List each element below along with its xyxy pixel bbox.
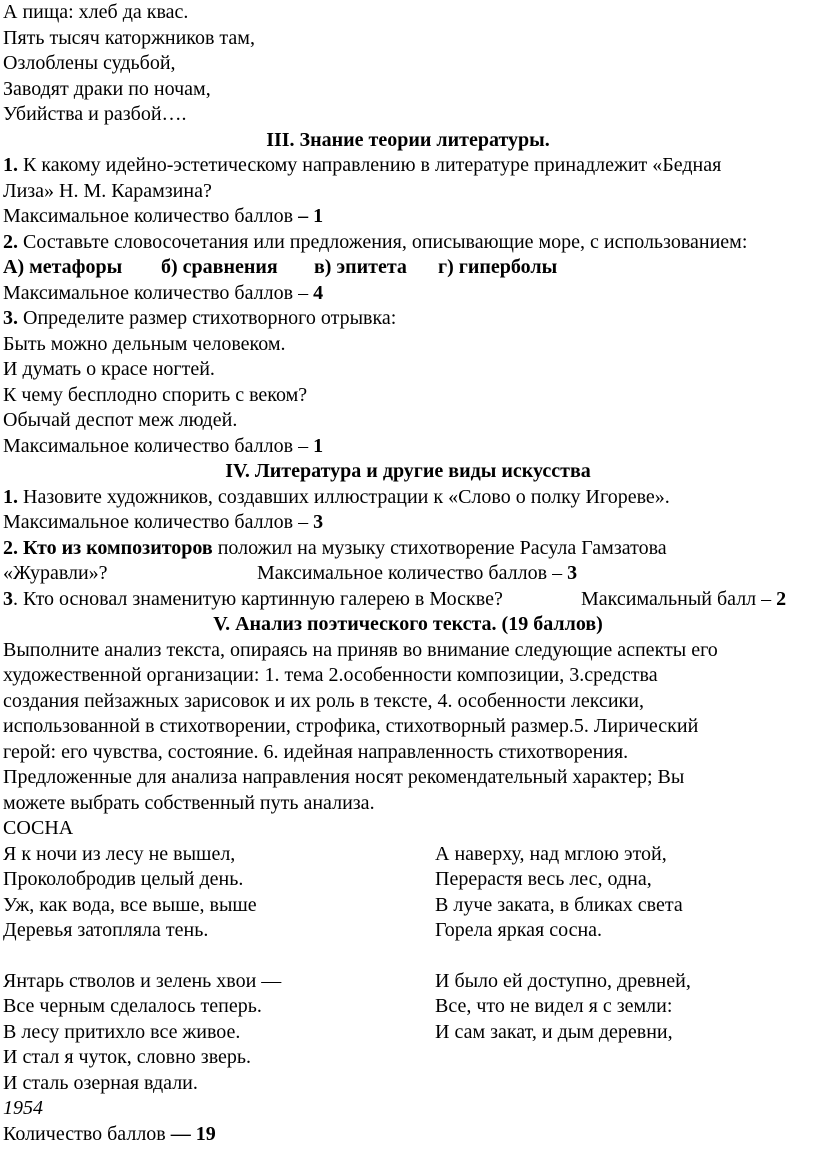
question-text: . Кто основал знаменитую картинную галерею в Москве?	[13, 587, 503, 610]
question-options	[3, 255, 813, 281]
paragraph-line: Выполните анализ текста, опираясь на приняв во внимание следующие аспекты его	[3, 638, 718, 661]
poem-line: Уж, как вода, все выше, выше	[3, 893, 257, 916]
poem-line: И думать о красе ногтей.	[3, 358, 215, 380]
score-value: – 1	[298, 205, 324, 227]
section-3-question-1	[3, 153, 813, 179]
poem-column-left	[3, 842, 435, 944]
poem-line: И сталь озерная вдали.	[3, 1071, 198, 1094]
paragraph-line: герой: его чувства, состояние. 6. идейная направленность стихотворения.	[3, 740, 629, 763]
question-number: 2.	[3, 230, 18, 253]
paragraph-line: художественной организации: 1. тема 2.особенности композиции, 3.средства	[3, 664, 658, 686]
score-line	[3, 1122, 813, 1148]
question-lead: 2. Кто из композиторов	[3, 536, 213, 559]
score-line	[3, 204, 813, 230]
question-text: Составьте словосочетания или предложения, описывающие море, с использованием:	[18, 230, 748, 253]
poem-line: А пища: хлеб да квас.	[3, 1, 189, 23]
score-label: Максимальное количество баллов –	[3, 511, 314, 533]
score-value: 3	[313, 511, 324, 533]
document-page	[3, 0, 813, 1147]
option-d: г) гиперболы	[438, 256, 558, 278]
score-line	[3, 281, 813, 307]
poem-column-left	[3, 969, 435, 1097]
poem-line: Все, что не видел я с земли:	[435, 995, 673, 1017]
option-c: в) эпитета	[314, 256, 407, 278]
question-number: 1.	[3, 485, 18, 508]
poem-stanza-1	[3, 842, 813, 944]
section-3-question-3	[3, 306, 813, 332]
poem-column-right	[435, 969, 813, 1097]
poem-line: Янтарь стволов и зелень хвои —	[3, 969, 282, 992]
analysis-instructions	[3, 638, 813, 817]
section-3-question-2	[3, 230, 813, 256]
poem-line: В лесу притихло все живое.	[3, 1020, 241, 1043]
paragraph-line: создания пейзажных зарисовок и их роль в тексте, 4. особенности лексики,	[3, 689, 644, 712]
poem-line: Пять тысяч каторжников там,	[3, 26, 255, 49]
poem-line: И стал я чуток, словно зверь.	[3, 1046, 252, 1068]
score-label: Максимальное количество баллов –	[3, 434, 314, 457]
poem-year: 1954	[3, 1097, 43, 1119]
section-4-question-1	[3, 485, 813, 511]
poem-line: Все черным сделалось теперь.	[3, 995, 262, 1017]
poem-column-right	[435, 842, 813, 944]
poem-line: Я к ночи из лесу не вышел,	[3, 842, 236, 865]
poem-line: В луче заката, в бликах света	[435, 893, 683, 916]
question-number: 1.	[3, 154, 18, 176]
poem-line: И было ей доступно, древней,	[435, 969, 691, 992]
score-value: 3	[567, 562, 578, 584]
score-label: Количество баллов	[3, 1122, 171, 1145]
poem-line: К чему бесплодно спорить с веком?	[3, 383, 308, 406]
question-text: Определите размер стихотворного отрывка:	[18, 307, 397, 329]
question-number: 3.	[3, 307, 18, 329]
poem-line: Убийства и разбой….	[3, 103, 187, 125]
question-text: Назовите художников, создавших иллюстрации к «Слово о полку Игореве».	[18, 485, 670, 508]
poem-line: Озлоблены судьбой,	[3, 52, 176, 74]
poem-line: Обычай деспот меж людей.	[3, 409, 238, 431]
poem-stanza-2	[3, 969, 813, 1097]
question-text-continued	[3, 561, 813, 587]
score-value: 2	[776, 587, 787, 610]
score-value: 1	[313, 434, 324, 457]
section-3-title: III. Знание теории литературы.	[266, 128, 550, 151]
stanza-gap	[3, 944, 813, 969]
section-4-question-3	[3, 587, 813, 613]
question-text-continued: Лиза» Н. М. Карамзина?	[3, 179, 212, 202]
poem-line: Горела яркая сосна.	[435, 919, 603, 941]
option-a: А) метафоры	[3, 256, 123, 278]
question-text: положил на музыку стихотворение Расула Гамзатова	[212, 536, 667, 559]
score-line	[3, 510, 813, 536]
paragraph-line: использованной в стихотворении, строфика, стихотворный размер.5. Лирический	[3, 715, 699, 737]
question-number: 3	[3, 587, 13, 610]
option-b: б) сравнения	[161, 256, 278, 278]
poem-line: И сам закат, и дым деревни,	[435, 1020, 673, 1043]
poem-line: Заводят драки по ночам,	[3, 77, 211, 100]
poem-line: А наверху, над мглою этой,	[435, 842, 667, 865]
poem-line: Перерастя весь лес, одна,	[435, 868, 652, 890]
question-text: «Журавли»?	[3, 562, 108, 584]
paragraph-line: можете выбрать собственный путь анализа.	[3, 791, 375, 814]
poem-line: Проколобродив целый день.	[3, 868, 244, 890]
intro-poem	[3, 0, 813, 128]
score-label: Максимальное количество баллов –	[257, 562, 568, 584]
question-text: К какому идейно-эстетическому направлению в литературе принадлежит «Бедная	[18, 154, 722, 176]
section-4-title: IV. Литература и другие виды искусства	[225, 460, 591, 482]
section-5-title: V. Анализ поэтического текста. (19 баллов)	[213, 613, 603, 635]
score-value: 4	[313, 281, 324, 304]
paragraph-line: Предложенные для анализа направления носят рекомендательный характер; Вы	[3, 766, 685, 788]
poem-line: Быть можно дельным человеком.	[3, 332, 286, 355]
score-value: — 19	[170, 1122, 216, 1145]
score-line	[3, 434, 813, 460]
score-label: Максимальный балл –	[581, 587, 777, 610]
section-4-question-2	[3, 536, 813, 562]
score-label: Максимальное количество баллов	[3, 205, 299, 227]
poem-line: Деревья затопляла тень.	[3, 919, 209, 941]
poem-title: СОСНА	[3, 817, 74, 839]
score-label: Максимальное количество баллов –	[3, 281, 314, 304]
